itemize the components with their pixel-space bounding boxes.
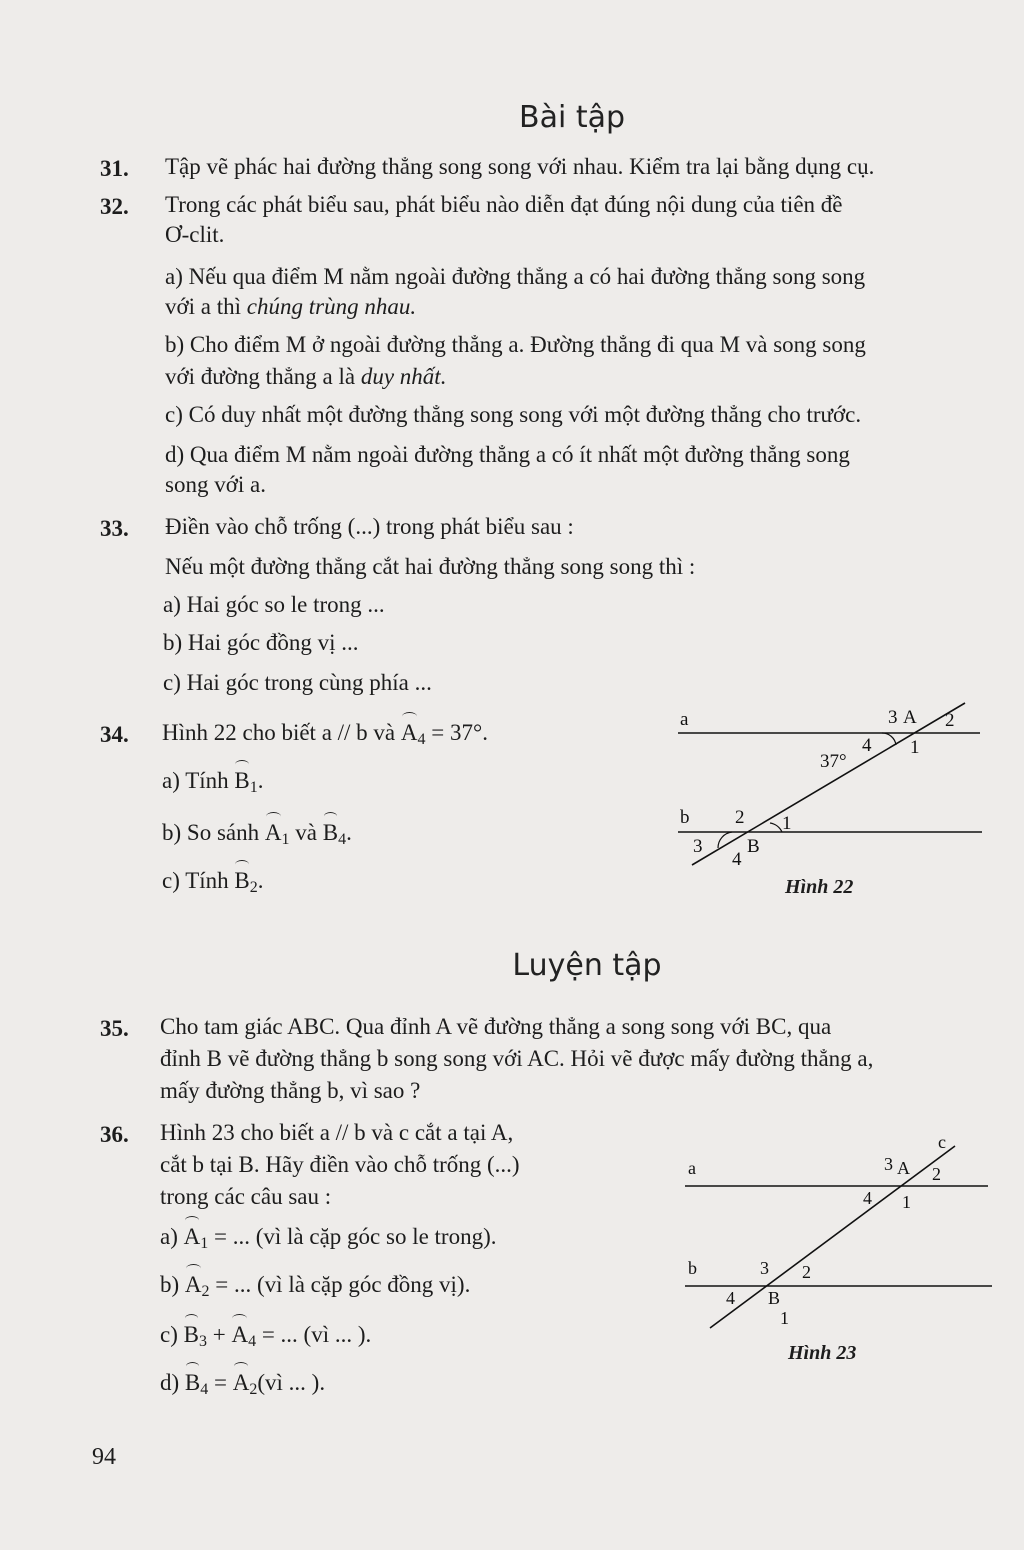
q36-option-b: b) $A_2$ = ... (vì là cặp góc đồng vị). bbox=[160, 1272, 471, 1300]
fig23-label-c: c bbox=[938, 1132, 946, 1152]
fig23-label-B3: 3 bbox=[760, 1258, 769, 1278]
section-title-bai-tap: Bài tập bbox=[518, 100, 626, 135]
fig22-arc-a4 bbox=[882, 733, 896, 745]
q36-line-1: Hình 23 cho biết a // b và c cắt a tại A, bbox=[160, 1120, 514, 1145]
figure-23 bbox=[670, 1128, 1000, 1348]
q32-option-a-1: a) Nếu qua điểm M nằm ngoài đường thẳng a có hai đường thẳng song song bbox=[165, 264, 866, 289]
q33-option-a: a) Hai góc so le trong ... bbox=[163, 592, 385, 617]
fig22-label-A1: 1 bbox=[910, 737, 920, 758]
fig23-label-B2: 2 bbox=[802, 1262, 811, 1282]
fig23-label-A1: 1 bbox=[902, 1192, 911, 1212]
fig22-label-A3: 3 bbox=[888, 707, 898, 728]
fig23-caption: Hình 23 bbox=[788, 1342, 857, 1364]
q32-stem-2: Ơ-clit. bbox=[165, 222, 225, 247]
q32-number: 32. bbox=[100, 194, 129, 219]
fig22-label-B1: 1 bbox=[782, 813, 792, 834]
q32-option-b-1: b) Cho điểm M ở ngoài đường thẳng a. Đường thẳng đi qua M và song song bbox=[165, 332, 866, 357]
fig23-label-a: a bbox=[688, 1158, 696, 1178]
q34-number: 34. bbox=[100, 722, 129, 747]
fig22-label-b: b bbox=[680, 807, 690, 828]
q32-option-d-1: d) Qua điểm M nằm ngoài đường thẳng a có ít nhất một đường thẳng song bbox=[165, 442, 850, 467]
fig22-transversal bbox=[692, 703, 965, 865]
fig23-label-A2: 2 bbox=[932, 1164, 941, 1184]
q32-option-a-2: với a thì chúng trùng nhau. bbox=[165, 294, 417, 319]
fig23-label-A4: 4 bbox=[863, 1188, 872, 1208]
q33-stem-1: Điền vào chỗ trống (...) trong phát biểu sau : bbox=[165, 514, 574, 539]
fig23-line-c bbox=[710, 1146, 955, 1328]
fig22-label-A2: 2 bbox=[945, 710, 955, 731]
figure-22 bbox=[660, 695, 990, 905]
fig23-label-B4: 4 bbox=[726, 1288, 735, 1308]
q35-line-1: Cho tam giác ABC. Qua đỉnh A vẽ đường thẳng a song song với BC, qua bbox=[160, 1014, 832, 1039]
fig22-label-B: B bbox=[747, 836, 760, 857]
fig23-label-b: b bbox=[688, 1258, 697, 1278]
section-title-luyen-tap: Luyện tập bbox=[512, 948, 662, 983]
q33-stem-2: Nếu một đường thẳng cắt hai đường thẳng song song thì : bbox=[165, 554, 696, 579]
fig23-label-A: A bbox=[897, 1158, 910, 1178]
q36-line-2: cắt b tại B. Hãy điền vào chỗ trống (...) bbox=[160, 1152, 520, 1177]
fig22-label-B3: 3 bbox=[693, 836, 703, 857]
fig22-label-A: A bbox=[903, 707, 917, 728]
fig23-label-B: B bbox=[768, 1288, 781, 1308]
q36-line-3: trong các câu sau : bbox=[160, 1184, 332, 1209]
fig22-label-A4: 4 bbox=[862, 735, 872, 756]
q31-text: Tập vẽ phác hai đường thẳng song song với nhau. Kiểm tra lại bằng dụng cụ. bbox=[165, 154, 875, 179]
fig23-label-A3: 3 bbox=[884, 1154, 893, 1174]
q36-number: 36. bbox=[100, 1122, 129, 1147]
fig22-angle-37: 37° bbox=[820, 751, 847, 772]
q36-option-a: a) $A_1$ = ... (vì là cặp góc so le trong). bbox=[160, 1224, 497, 1252]
fig23-label-B1: 1 bbox=[780, 1308, 789, 1328]
q33-option-c: c) Hai góc trong cùng phía ... bbox=[163, 670, 432, 695]
q35-line-2: đỉnh B vẽ đường thẳng b song song với AC. Hỏi vẽ được mấy đường thẳng a, bbox=[160, 1046, 874, 1071]
q33-number: 33. bbox=[100, 516, 129, 541]
fig22-label-B4: 4 bbox=[732, 849, 742, 870]
q35-number: 35. bbox=[100, 1016, 129, 1041]
q32-option-b-2: với đường thẳng a là duy nhất. bbox=[165, 364, 447, 389]
q35-line-3: mấy đường thẳng b, vì sao ? bbox=[160, 1078, 421, 1103]
fig22-caption: Hình 22 bbox=[785, 876, 854, 898]
q34-stem: Hình 22 cho biết a // b và $A_4 = 37^\circ$. bbox=[162, 720, 488, 748]
q32-option-c: c) Có duy nhất một đường thẳng song song với một đường thẳng cho trước. bbox=[165, 402, 862, 427]
q36-option-c: c) $B_3 + A_4$ = ... (vì ... ). bbox=[160, 1322, 372, 1350]
q34-option-b: b) So sánh $A_1$ và $B_4$. bbox=[162, 820, 352, 848]
q33-option-b: b) Hai góc đồng vị ... bbox=[163, 630, 359, 655]
q34-option-a: a) Tính $B_1$. bbox=[162, 768, 264, 796]
q32-option-d-2: song với a. bbox=[165, 472, 266, 497]
fig22-label-B2: 2 bbox=[735, 807, 745, 828]
q34-option-c: c) Tính $B_2$. bbox=[162, 868, 264, 896]
q36-option-d: d) $B_4$ = $A_2(vì$ ... ). bbox=[160, 1370, 326, 1398]
q32-stem-1: Trong các phát biểu sau, phát biểu nào diễn đạt đúng nội dung của tiên đề bbox=[165, 192, 843, 217]
q31-number: 31. bbox=[100, 156, 129, 181]
fig22-arc-b1 bbox=[770, 823, 782, 832]
page-number: 94 bbox=[92, 1444, 116, 1470]
fig22-label-a: a bbox=[680, 709, 689, 730]
